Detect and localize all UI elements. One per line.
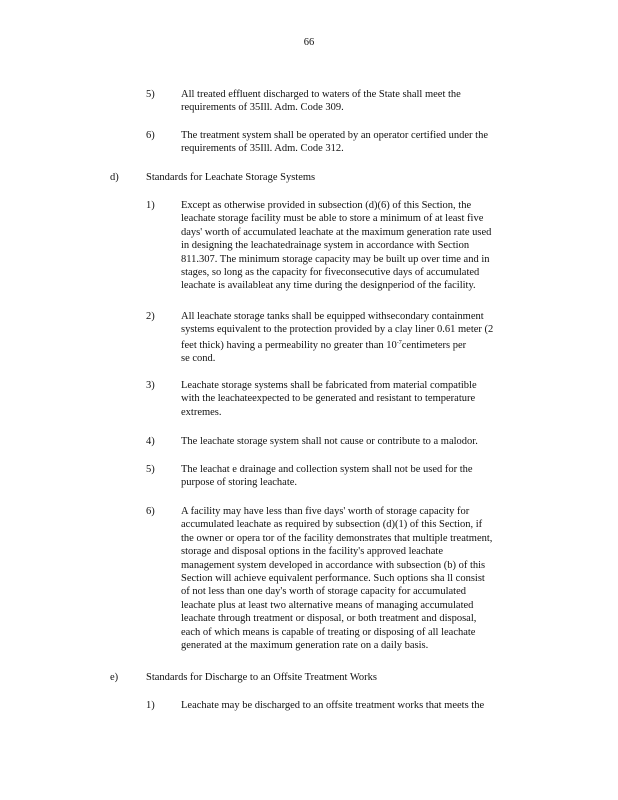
text-line: Leachate may be discharged to an offsite treatment works that meets the <box>181 700 485 711</box>
text-line: the owner or opera tor of the facility demonstrates that multiple treatment, <box>181 532 493 544</box>
item-label: d) <box>110 172 119 183</box>
exponent: -7 <box>396 339 402 346</box>
text-line: leachate is availableat any time during the designperiod of the facility. <box>181 280 476 292</box>
text-line: storage and disposal options in the facility's approved leachate <box>181 546 443 558</box>
item-text <box>181 435 531 448</box>
text-line: leachate storage facility must be able to store a minimum of at least five <box>181 213 484 225</box>
text-line: days' worth of accumulated leachate at the maximum generation rate used <box>181 226 492 238</box>
text-line: feet thick) having a permeability no greater than $10^{-7}centimeters$ per <box>181 339 467 351</box>
text-line: management system developed in accordance with subsection (b) of this <box>181 559 486 571</box>
item-label: 5) <box>146 464 155 475</box>
item-label: e) <box>110 672 119 683</box>
text-line: purpose of storing leachate. <box>181 477 298 489</box>
text-line: requirements of 35Ill. Adm. Code 312. <box>181 143 344 155</box>
item-label: 1) <box>146 700 155 711</box>
item-text <box>181 199 538 293</box>
text-line: The leachat e drainage and collection system shall not be used for the <box>181 464 473 475</box>
item-text <box>181 505 533 652</box>
item-text <box>181 129 533 156</box>
text-line: in designing the leachatedrainage system in accordance with Section <box>181 240 470 252</box>
text-line: The treatment system shall be operated by an operator certified under the <box>181 130 489 141</box>
text-line: Section will achieve equivalent performance. Such options sha ll consist <box>181 573 485 585</box>
item-text <box>146 171 396 184</box>
text-line: se cond. <box>181 353 216 365</box>
text-line: systems equivalent to the protection provided by a clay liner 0.61 meter (2 <box>181 324 494 336</box>
item-label: 3) <box>146 380 155 391</box>
text-line: Standards for Discharge to an Offsite Treatment Works <box>146 672 377 683</box>
item-label: 5) <box>146 89 155 100</box>
item-text <box>181 379 511 419</box>
text-line: 811.307. The minimum storage capacity may be built up over time and in <box>181 253 490 265</box>
text-line: accumulated leachate as required by subsection (d)(1) of this Section, if <box>181 519 483 531</box>
item-label: 6) <box>146 130 155 141</box>
text-line: All leachate storage tanks shall be equipped withsecondary containment <box>181 311 484 322</box>
item-label: 6) <box>146 506 155 517</box>
item-label: 2) <box>146 311 155 322</box>
item-label: 1) <box>146 200 155 211</box>
text-line: extremes. <box>181 406 222 418</box>
text-line: leachate plus at least two alternative means of managing accumulated <box>181 599 474 611</box>
text-line: of not less than one day's worth of storage capacity for accumulated <box>181 586 467 598</box>
page-number: 66 <box>303 37 315 48</box>
item-label: 4) <box>146 436 155 447</box>
item-text <box>181 88 533 115</box>
text-line: Standards for Leachate Storage Systems <box>146 172 316 183</box>
item-text <box>181 310 539 366</box>
text-line: Except as otherwise provided in subsection (d)(6) of this Section, the <box>181 200 472 211</box>
text-line: generated at the maximum generation rate on a daily basis. <box>181 640 429 652</box>
text-line: stages, so long as the capacity for fiveconsecutive days of accumulated <box>181 267 480 279</box>
item-text <box>146 671 411 684</box>
text-line: with the leachateexpected to be generated and resistant to temperature <box>181 393 476 405</box>
text-line: The leachate storage system shall not cause or contribute to a malodor. <box>181 436 478 447</box>
text-line: leachate through treatment or disposal, or both treatment and disposal, <box>181 613 477 625</box>
item-text <box>181 699 533 712</box>
text-line: Leachate storage systems shall be fabricated from material compatible <box>181 380 477 391</box>
text-line: each of which means is capable of treating or disposing of all leachate <box>181 626 476 638</box>
text-line: A facility may have less than five days' worth of storage capacity for <box>181 506 470 517</box>
text-line: All treated effluent discharged to waters of the State shall meet the <box>181 89 461 100</box>
item-text <box>181 463 513 490</box>
unit-text: centimeters per <box>401 339 467 351</box>
text-line: requirements of 35Ill. Adm. Code 309. <box>181 102 344 114</box>
